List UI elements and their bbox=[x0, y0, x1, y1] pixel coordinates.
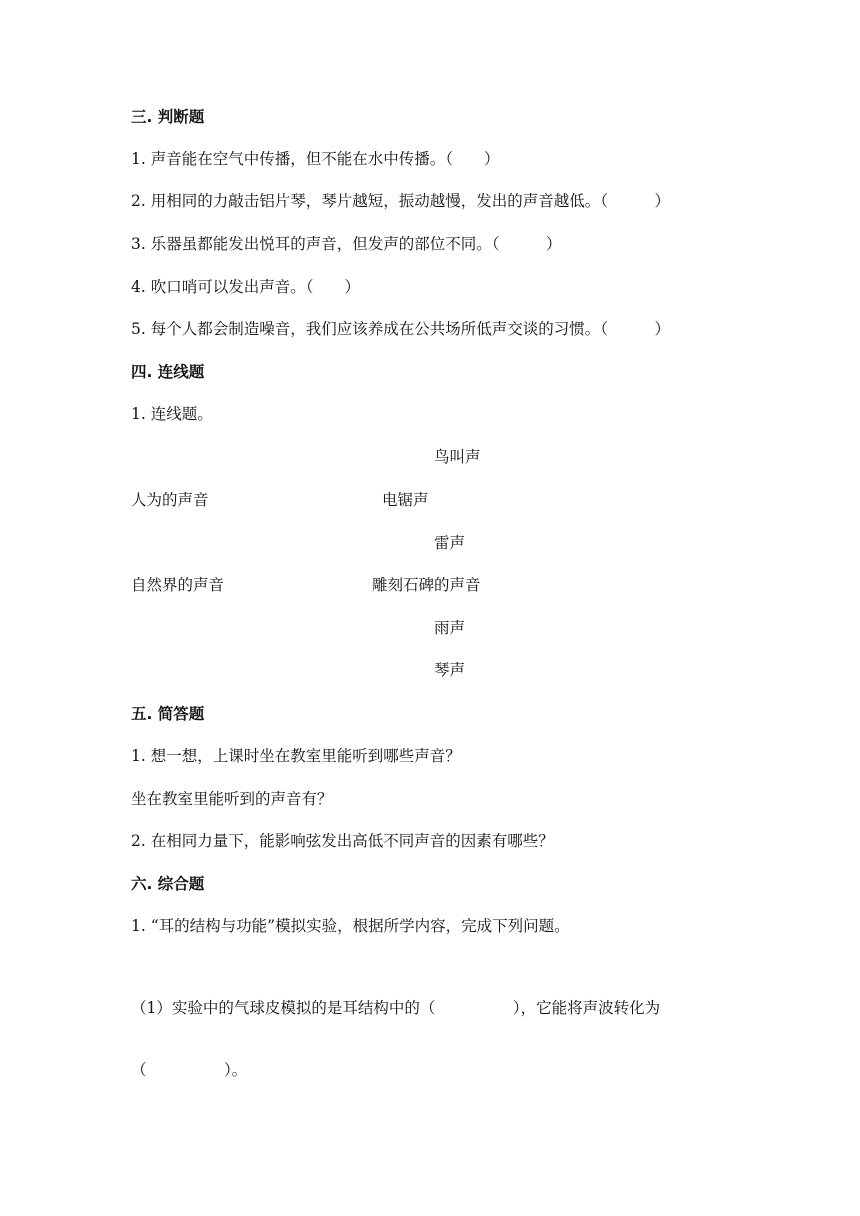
match-right-item-2: 电锯声 bbox=[382, 491, 429, 509]
match-right-item-6: 琴声 bbox=[434, 661, 466, 679]
short-question-2: 2. 在相同力量下，能影响弦发出高低不同声音的因素有哪些？ bbox=[131, 832, 554, 850]
section-heading-match: 四. 连线题 bbox=[131, 363, 205, 381]
short-answer-prompt-1: 坐在教室里能听到的声音有？ bbox=[131, 790, 333, 808]
match-right-item-1: 鸟叫声 bbox=[434, 448, 481, 466]
section-heading-short: 五. 简答题 bbox=[131, 705, 205, 723]
match-right-item-3: 雷声 bbox=[434, 534, 466, 552]
section-heading-comprehensive: 六. 综合题 bbox=[131, 875, 205, 893]
match-left-item-2: 自然界的声音 bbox=[131, 576, 225, 594]
judge-item-3: 3. 乐器虽都能发出悦耳的声音，但发声的部位不同。（ ） bbox=[131, 235, 562, 253]
judge-item-1: 1. 声音能在空气中传播，但不能在水中传播。（ ） bbox=[131, 150, 500, 168]
match-left-item-1: 人为的声音 bbox=[131, 491, 209, 509]
judge-item-5: 5. 每个人都会制造噪音，我们应该养成在公共场所低声交谈的习惯。（ ） bbox=[131, 320, 670, 338]
short-question-1: 1. 想一想，上课时坐在教室里能听到哪些声音？ bbox=[131, 747, 461, 765]
comprehensive-question-1: 1. “耳的结构与功能”模拟实验，根据所学内容，完成下列问题。 bbox=[131, 917, 570, 935]
judge-item-4: 4. 吹口哨可以发出声音。（ ） bbox=[131, 278, 360, 296]
comprehensive-subquestion-1-line-1: （1）实验中的气球皮模拟的是耳结构中的（ ），它能将声波转化为 bbox=[131, 999, 661, 1017]
comprehensive-subquestion-1-line-2: （ ）。 bbox=[131, 1061, 248, 1079]
judge-item-2: 2. 用相同的力敲击铝片琴，琴片越短，振动越慢，发出的声音越低。（ ） bbox=[131, 192, 670, 210]
match-right-item-5: 雨声 bbox=[434, 619, 466, 637]
section-heading-judge: 三. 判断题 bbox=[131, 108, 205, 126]
match-right-item-4: 雕刻石碑的声音 bbox=[372, 576, 481, 594]
match-question: 1. 连线题。 bbox=[131, 405, 213, 423]
